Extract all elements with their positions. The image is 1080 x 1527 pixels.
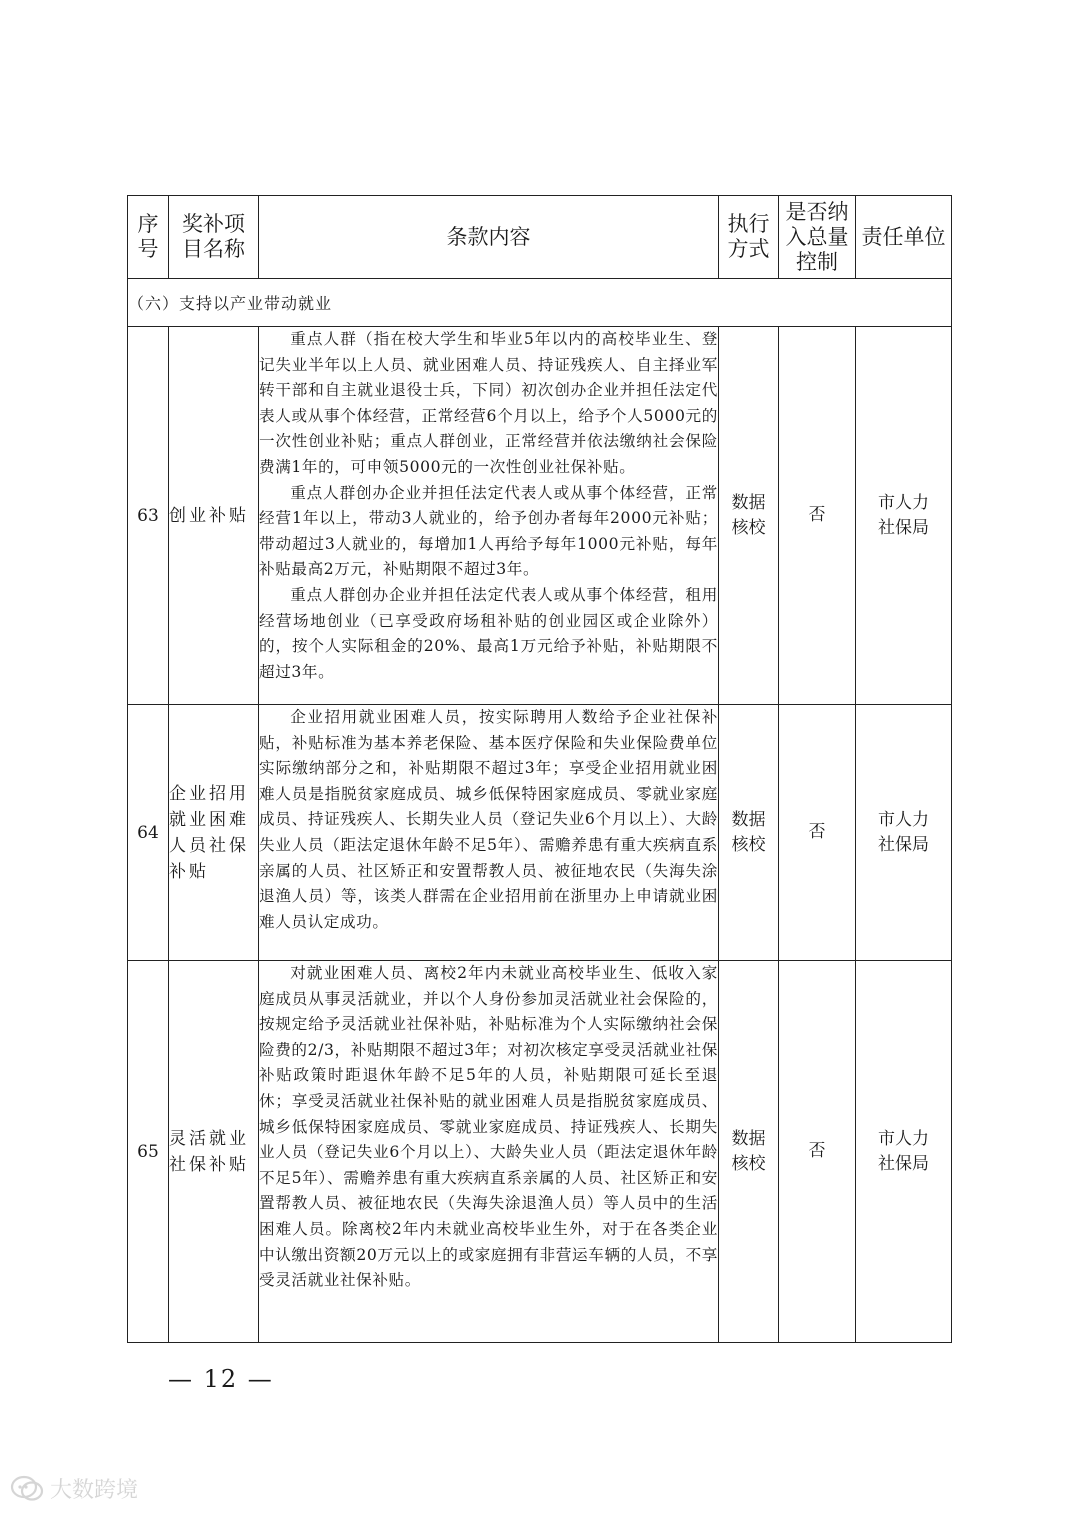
row-seq: 64 — [128, 705, 169, 961]
row-name: 企业招用就业困难人员社保补贴 — [169, 705, 259, 961]
table-row — [128, 705, 952, 961]
header-name: 奖补项目名称 — [169, 196, 259, 279]
chat-bubble-logo-icon — [10, 1474, 44, 1504]
table-header-row — [128, 196, 952, 279]
content-paragraph: 重点人群创办企业并担任法定代表人或从事个体经营，正常经营1年以上，带动3人就业的，给予创办者每年2000元补贴；带动超过3人就业的，每增加1人再给予每年1000元补贴，每年补贴最高2万元，补贴期限不超过3年。 — [259, 483, 718, 579]
row-content — [259, 961, 719, 1343]
watermark — [10, 1473, 138, 1504]
header-seq: 序号 — [128, 196, 169, 279]
row-seq: 63 — [128, 327, 169, 705]
header-control: 是否纳入总量控制 — [779, 196, 856, 279]
row-control: 否 — [779, 327, 856, 705]
row-content — [259, 327, 719, 705]
watermark-text: 大数跨境 — [50, 1478, 139, 1503]
row-unit: 市人力社保局 — [856, 327, 952, 705]
row-name: 灵活就业社保补贴 — [169, 961, 259, 1343]
content-paragraph: 重点人群创办企业并担任法定代表人或从事个体经营，租用经营场地创业（已享受政府场租补贴的创业园区或企业除外）的，按个人实际租金的20%、最高1万元给予补贴，补贴期限不超过3年。 — [259, 585, 718, 681]
row-mode: 数据核校 — [719, 961, 779, 1343]
section-title: （六）支持以产业带动就业 — [128, 279, 952, 327]
row-mode: 数据核校 — [719, 327, 779, 705]
row-seq: 65 — [128, 961, 169, 1343]
content-paragraph: 企业招用就业困难人员，按实际聘用人数给予企业社保补贴，补贴标准为基本养老保险、基本医疗保险和失业保险费单位实际缴纳部分之和，补贴期限不超过3年；享受企业招用就业困难人员是指脱贫家庭成员、城乡低保特困家庭成员、零就业家庭成员、持证残疾人、长期失业人员（登记失业6个月以上）、大龄失业人员（距法定退休年龄不足5年）、需赡养患有重大疾病直系亲属的人员、社区矫正和安置帮教人员、被征地农民（失海失涂退渔人员）等，该类人群需在企业招用前在浙里办上申请就业困难人员认定成功。 — [259, 708, 718, 931]
content-paragraph: 重点人群（指在校大学生和毕业5年以内的高校毕业生、登记失业半年以上人员、就业困难人员、持证残疾人、自主择业军转干部和自主就业退役士兵，下同）初次创办企业并担任法定代表人或从事个体经营，正常经营6个月以上，给予个人5000元的一次性创业补贴；重点人群创业，正常经营并依法缴纳社会保险费满1年的，可申领5000元的一次性创业社保补贴。 — [259, 330, 718, 476]
row-control: 否 — [779, 961, 856, 1343]
row-mode: 数据核校 — [719, 705, 779, 961]
row-unit: 市人力社保局 — [856, 705, 952, 961]
row-control: 否 — [779, 705, 856, 961]
header-content: 条款内容 — [259, 196, 719, 279]
header-mode: 执行方式 — [719, 196, 779, 279]
policy-table — [127, 195, 952, 1343]
page-number: — 12 — — [168, 1365, 274, 1393]
table-row — [128, 327, 952, 705]
row-name: 创业补贴 — [169, 327, 259, 705]
row-unit: 市人力社保局 — [856, 961, 952, 1343]
table-row — [128, 961, 952, 1343]
header-unit: 责任单位 — [856, 196, 952, 279]
row-content — [259, 705, 719, 961]
section-row — [128, 279, 952, 327]
content-paragraph: 对就业困难人员、离校2年内未就业高校毕业生、低收入家庭成员从事灵活就业，并以个人身份参加灵活就业社会保险的，按规定给予灵活就业社保补贴，补贴标准为个人实际缴纳社会保险费的2/3，补贴期限不超过3年；对初次核定享受灵活就业社保补贴政策时距退休年龄不足5年的人员，补贴期限可延长至退休；享受灵活就业社保补贴的就业困难人员是指脱贫家庭成员、城乡低保特困家庭成员、零就业家庭成员、持证残疾人、长期失业人员（登记失业6个月以上）、大龄失业人员（距法定退休年龄不足5年）、需赡养患有重大疾病直系亲属的人员、社区矫正和安置帮教人员、被征地农民（失海失涂退渔人员）等人员中的生活困难人员。除离校2年内未就业高校毕业生外，对于在各类企业中认缴出资额20万元以上的或家庭拥有非营运车辆的人员，不享受灵活就业社保补贴。 — [259, 964, 718, 1290]
